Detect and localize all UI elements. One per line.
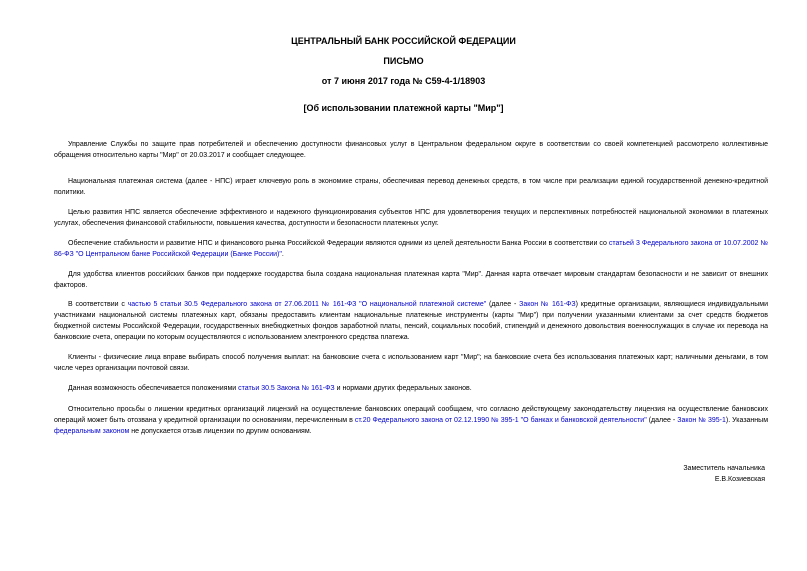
link-law-395-1[interactable]: Закон № 395-1 xyxy=(677,417,726,424)
document-type: ПИСЬМО xyxy=(383,56,424,66)
paragraph-3: Целью развития НПС является обеспечение эффективного и надежного функционирования субъектов НПС для удовлетворения текущих и перспективных потребностей национальной экономики в платежных услугах, обеспечения финансовой стабильности, повышения качества, доступности и безопасности платежных услуг. xyxy=(54,209,768,227)
link-law-161-part-5-article-30-5[interactable]: частью 5 статьи 30.5 Федерального закона от 27.06.2011 № 161-ФЗ "О национальной платежной системе" xyxy=(127,301,487,308)
paragraph-9-text-2: (далее - xyxy=(646,417,678,424)
paragraph-6-text-3: ) кредитные организации, являющиеся индивидуальными участниками национальной системы платежных карт, обязаны предоставить клиентам национальные платежные инструменты (карты "Мир") при получении указанными клиентами за счет средств бюджетов бюджетной системы Российской Федерации, государственных внебюджетных фондов заработной платы, пенсий, социальных пособий, стипендий и денежного довольствия военнослужащих в случае их перевода на банковские счета, операции по которым осуществляются с использованием электронного средства платежа. xyxy=(54,301,768,341)
paragraph-8-text-1: Данная возможность обеспечивается положениями xyxy=(68,385,239,392)
link-cbr-law-article-3[interactable]: статьей 3 Федерального закона от 10.07.2002 № 86-ФЗ "О Центральном банке Российской Федерации (Банке России)" xyxy=(54,240,768,258)
link-federal-law[interactable]: федеральным законом xyxy=(54,428,130,435)
link-law-161[interactable]: Закон № 161-ФЗ xyxy=(519,301,576,308)
paragraph-6-text-2: (далее - xyxy=(486,301,520,308)
paragraph-9-text-3: ). Указанным xyxy=(725,417,769,424)
paragraph-4 xyxy=(54,238,768,260)
document-date-number: от 7 июня 2017 года № С59-4-1/18903 xyxy=(321,76,486,86)
document-subject: [Об использовании платежной карты "Мир"] xyxy=(303,103,504,113)
paragraph-6-text-1: В соответствии с xyxy=(68,301,128,308)
paragraph-4-text-1: Обеспечение стабильности и развитие НПС и финансового рынка Российской Федерации являются одними из целей деятельности Банка России в соответствии со xyxy=(68,240,609,247)
paragraph-9-text-4: не допускается отзыв лицензии по другим основаниям. xyxy=(129,428,312,435)
paragraph-8 xyxy=(54,383,768,394)
paragraph-1: Управление Службы по защите прав потребителей и обеспечению доступности финансовых услуг в Центральном федеральном округе в соответствии со своей компетенцией рассмотрело коллективные обращения относительно карты "Мир" от 20.03.2017 и сообщает следующее. xyxy=(54,141,768,159)
signature-position: Заместитель начальника xyxy=(683,465,765,472)
paragraph-5: Для удобства клиентов российских банков при поддержке государства была создана национальная платежная карта "Мир". Данная карта отвечает мировым стандартам безопасности и не зависит от внешних факторов. xyxy=(54,271,768,289)
link-law-161-article-30-5[interactable]: статьи 30.5 Закона № 161-ФЗ xyxy=(238,385,335,392)
paragraph-9 xyxy=(54,404,768,437)
paragraph-7: Клиенты - физические лица вправе выбирать способ получения выплат: на банковские счета с использованием карт "Мир"; на банковские счета без использования платежных карт; наличными деньгами, в том числе через организации почтовой связи. xyxy=(54,354,768,372)
paragraph-8-text-2: и нормами других федеральных законов. xyxy=(334,385,472,392)
paragraph-2: Национальная платежная система (далее - НПС) играет ключевую роль в экономике страны, обеспечивая перевод денежных средств, в том числе при реализации единой государственной денежно-кредитной политики. xyxy=(54,178,768,196)
paragraph-4-text-2: . xyxy=(281,251,284,258)
org-title: ЦЕНТРАЛЬНЫЙ БАНК РОССИЙСКОЙ ФЕДЕРАЦИИ xyxy=(291,36,516,46)
paragraph-6 xyxy=(54,299,768,343)
paragraph-9-text-1: Относительно просьбы о лишении кредитных организаций лицензий на осуществление банковских операций сообщаем, что согласно действующему законодательству лицензия на осуществление банковских операций может быть отозвана у кредитной организации по основаниям, перечисленным в xyxy=(54,406,768,424)
link-law-395-1-article-20[interactable]: ст.20 Федерального закона от 02.12.1990 № 395-1 "О банках и банковской деятельности" xyxy=(354,417,647,424)
signature-name: Е.В.Козиевская xyxy=(714,476,765,483)
